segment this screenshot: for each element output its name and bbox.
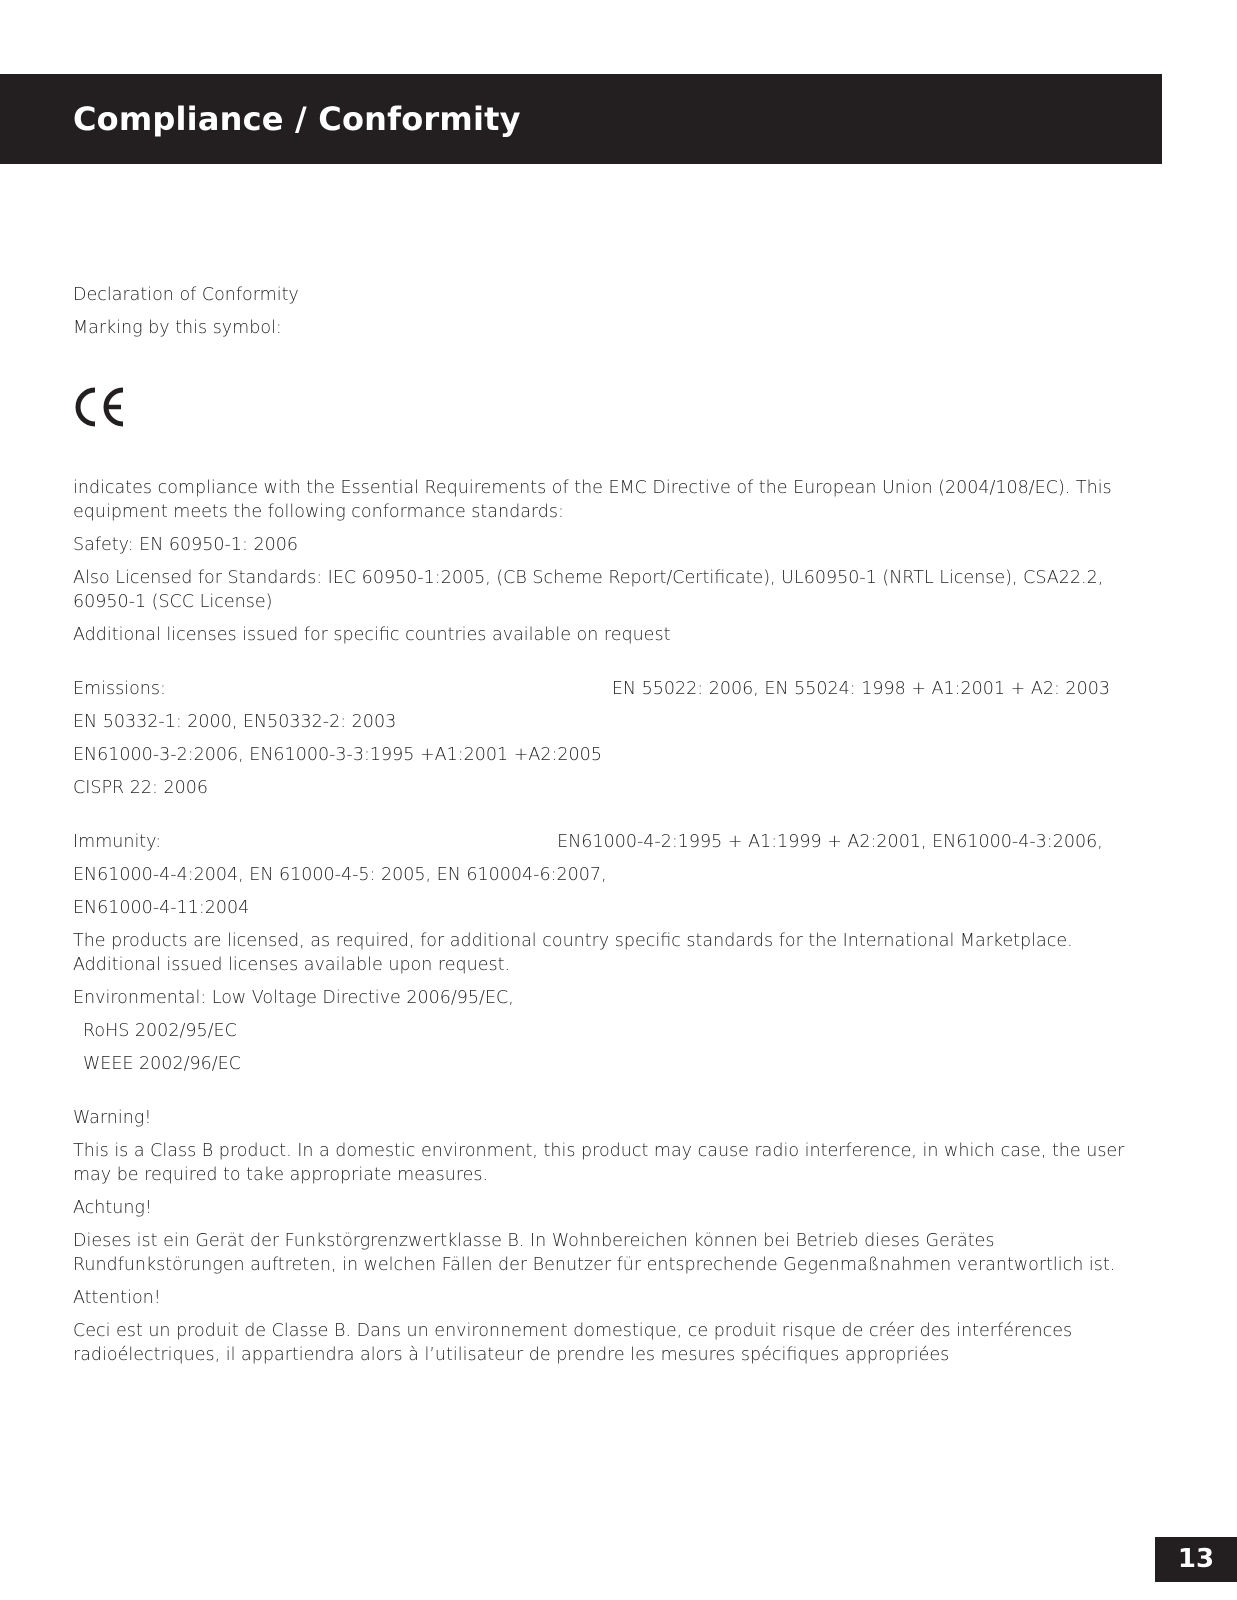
- immunity-line: EN61000-4-11:2004: [73, 898, 250, 918]
- attention-text: Ceci est un produit de Classe B. Dans un environnement domestique, ce produit risque de créer des interférences radioélectriques, il appartiendra alors à l’utilisateur de prendre les mesures spécifiques appropriées: [73, 1321, 1073, 1365]
- emissions-label: Emissions:: [73, 679, 166, 699]
- page-title: Compliance / Conformity: [73, 100, 521, 138]
- rohs-line: RoHS 2002/95/EC: [83, 1021, 237, 1041]
- emissions-row: [73, 677, 1143, 701]
- products-licensed-text: The products are licensed, as required, for additional country specific standards for the International Marketplace. Additional issued licenses available upon request.: [73, 931, 1073, 975]
- immunity-value: EN61000-4-2:1995 + A1:1999 + A2:2001, EN61000-4-3:2006,: [557, 832, 1103, 852]
- attention-heading: Attention!: [73, 1288, 161, 1308]
- emissions-value: EN 55022: 2006, EN 55024: 1998 + A1:2001 + A2: 2003: [611, 679, 1110, 699]
- also-licensed-text: Also Licensed for Standards: IEC 60950-1:2005, (CB Scheme Report/Certificate), UL60950-1 (NRTL License), CSA22.2, 60950-1 (SCC License): [73, 568, 1104, 612]
- declaration-heading: Declaration of Conformity: [73, 285, 299, 305]
- ce-mark-icon: [73, 386, 129, 428]
- compliance-text: indicates compliance with the Essential Requirements of the EMC Directive of the European Union (2004/108/EC). This equipment meets the following conformance standards:: [73, 478, 1112, 522]
- immunity-label: Immunity:: [73, 832, 162, 852]
- warning-text: This is a Class B product. In a domestic environment, this product may cause radio interference, in which case, the user may be required to take appropriate measures.: [73, 1141, 1125, 1185]
- page-number: 13: [1177, 1544, 1215, 1574]
- additional-licenses-text: Additional licenses issued for specific countries available on request: [73, 625, 671, 645]
- emissions-line: EN61000-3-2:2006, EN61000-3-3:1995 +A1:2001 +A2:2005: [73, 745, 602, 765]
- header-bar: [0, 74, 1162, 164]
- achtung-heading: Achtung!: [73, 1198, 152, 1218]
- page-number-badge: [1155, 1537, 1237, 1582]
- immunity-line: EN61000-4-4:2004, EN 61000-4-5: 2005, EN 610004-6:2007,: [73, 865, 607, 885]
- environmental-line: Environmental: Low Voltage Directive 2006/95/EC,: [73, 988, 514, 1008]
- safety-standard: Safety: EN 60950-1: 2006: [73, 535, 298, 555]
- marking-text: Marking by this symbol:: [73, 318, 282, 338]
- achtung-text: Dieses ist ein Gerät der Funkstörgrenzwertklasse B. In Wohnbereichen können bei Betrieb dieses Gerätes Rundfunkstörungen auftreten, in welchen Fällen der Benutzer für entsprechende Gegenmaßnahmen verantwortlich ist.: [73, 1231, 1116, 1275]
- document-body: [73, 283, 1143, 1376]
- immunity-row: [73, 830, 1143, 854]
- weee-line: WEEE 2002/96/EC: [83, 1054, 241, 1074]
- emissions-line: CISPR 22: 2006: [73, 778, 209, 798]
- emissions-line: EN 50332-1: 2000, EN50332-2: 2003: [73, 712, 397, 732]
- warning-heading: Warning!: [73, 1108, 152, 1128]
